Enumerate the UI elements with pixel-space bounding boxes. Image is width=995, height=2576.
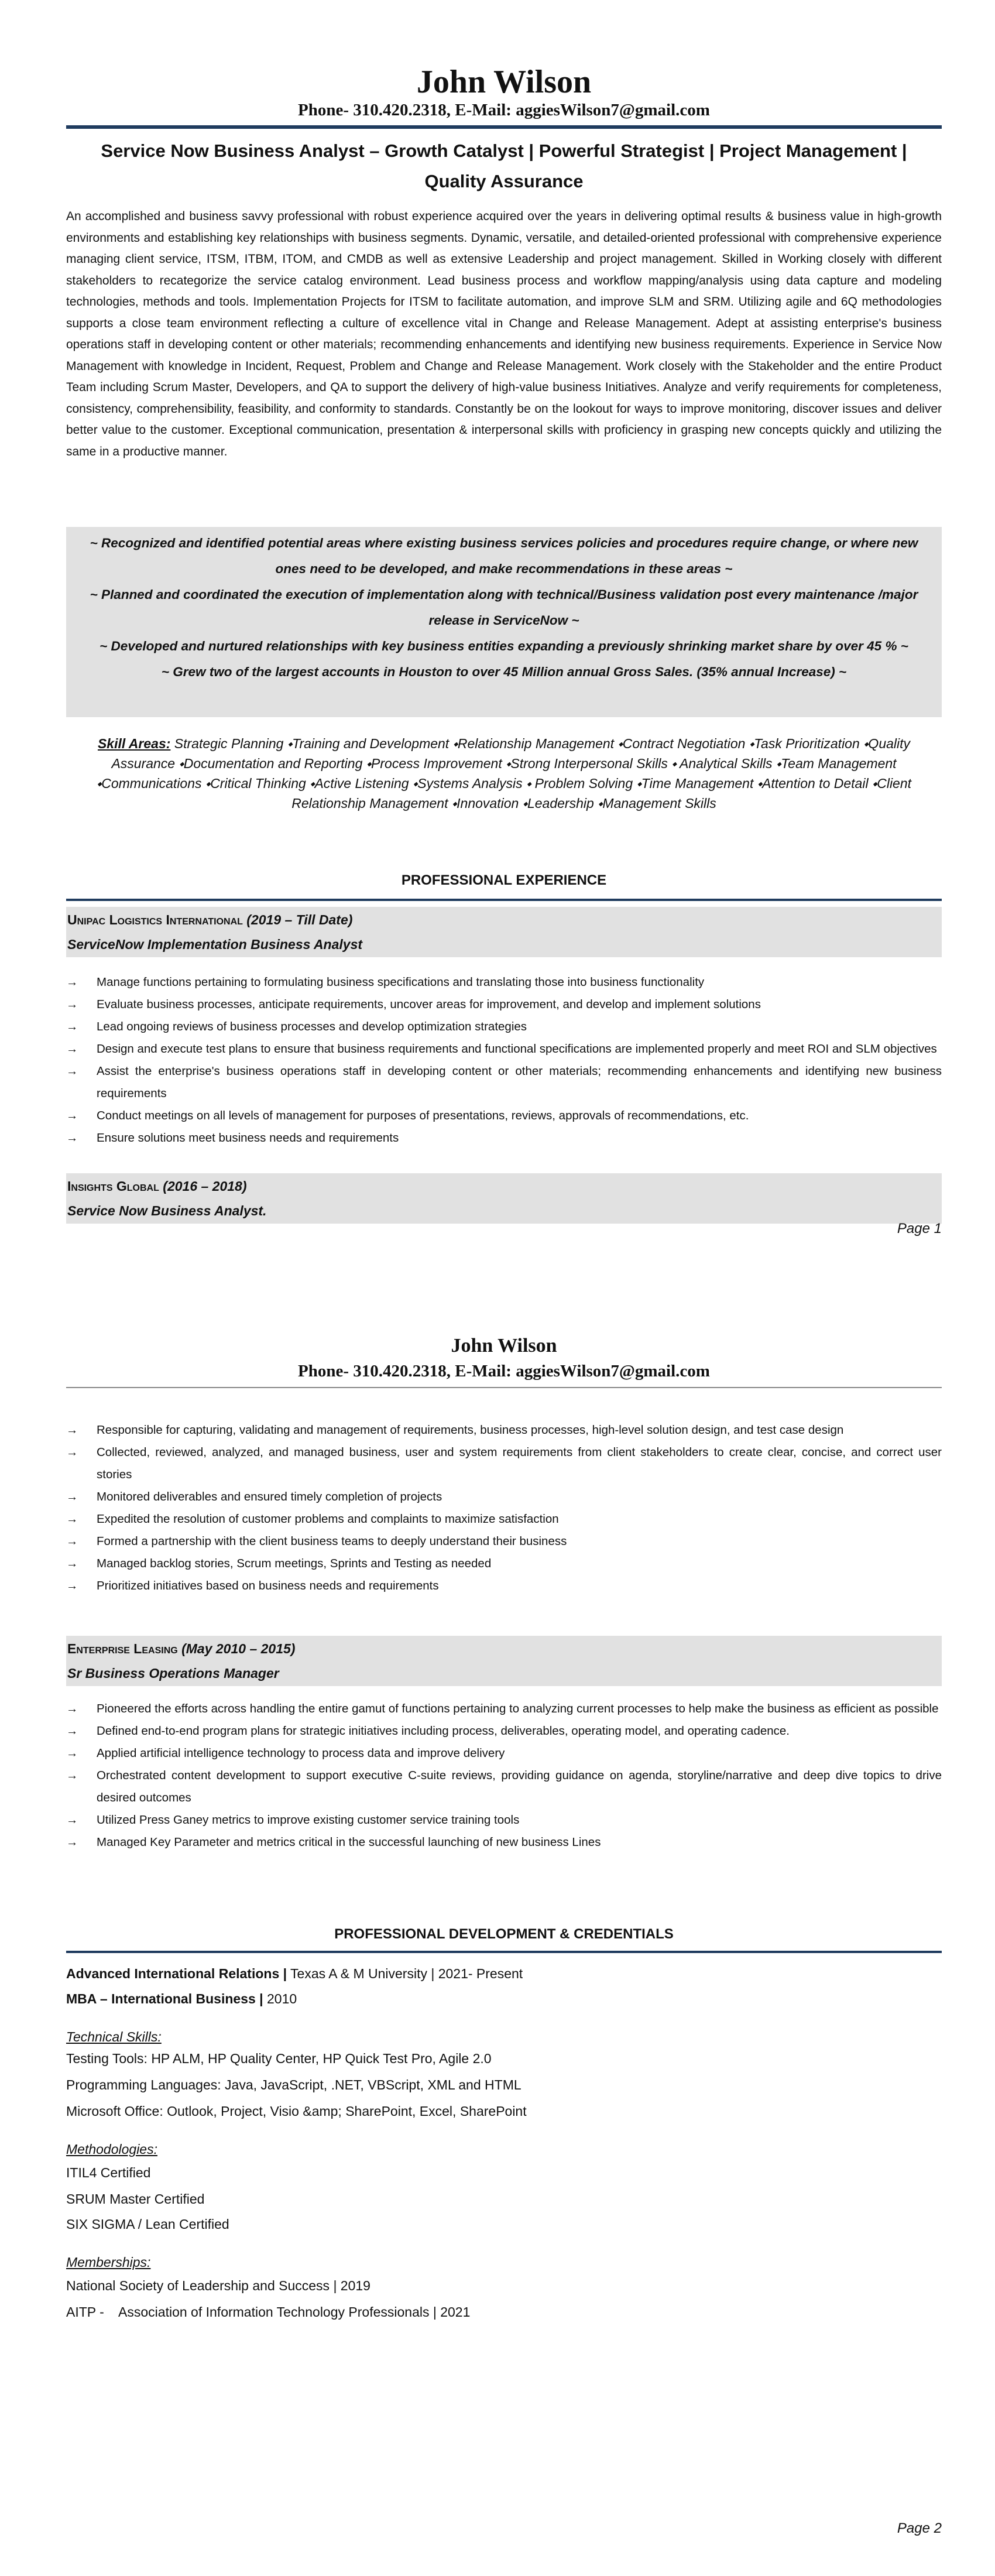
arrow-bullet-icon: → [66, 1064, 78, 1078]
bullet-item [66, 1809, 942, 1831]
achievement: ~ Planned and coordinated the execution of implementation along with technical/Business validation post every maintenance /major release in ServiceNow ~ [90, 587, 918, 628]
arrow-bullet-icon: → [66, 1557, 78, 1570]
bullet-text: Responsible for capturing, validating and management of requirements, business processes, high-level solution design, and test case design [97, 1423, 844, 1437]
degree: MBA – International Business | [66, 1991, 263, 2006]
header-divider [66, 125, 942, 129]
arrow-bullet-icon: → [66, 1131, 78, 1145]
technical-skill: Testing Tools: HP ALM, HP Quality Center, HP Quick Test Pro, Agile 2.0 [66, 2051, 492, 2066]
arrow-bullet-icon: → [66, 1813, 78, 1827]
membership: AITP - Association of Information Technology Professionals | 2021 [66, 2304, 471, 2320]
bullet-text: Conduct meetings on all levels of management for purposes of presentations, reviews, approvals of recommendations, etc. [97, 1109, 749, 1122]
achievement: ~ Recognized and identified potential areas where existing business services policies and procedures require change, or where new ones need to be developed, and make recommendations in these areas ~ [90, 536, 918, 576]
bullet-item [66, 1765, 942, 1809]
bullet-item [66, 1441, 942, 1486]
arrow-bullet-icon: → [66, 1445, 78, 1459]
achievement: ~ Developed and nurtured relationships with key business entities expanding a previously shrinking market share by over 45 % ~ [100, 639, 908, 653]
job-dates: (May 2010 – 2015) [181, 1641, 296, 1656]
bullet-text: Formed a partnership with the client business teams to deeply understand their business [97, 1534, 567, 1548]
arrow-bullet-icon: → [66, 1579, 78, 1592]
bullet-text: Monitored deliverables and ensured timely completion of projects [97, 1490, 442, 1503]
summary-paragraph: An accomplished and business savvy professional with robust experience acquired over the years in delivering optimal results & business value in high-growth environments and establishing key relationships with business segments. Dynamic, versatile, and detailed-oriented professional with comprehensive experience managing client service, ITSM, ITBM, ITOM, and CMDB as well as extensive Leadership and project management. Skilled in Working closely with different stakeholders to recategorize the service catalog environment. Lead business process and workflow mapping/analysis using data capture and modeling technologies, methods and tools. Implementation Projects for ITSM to facilitate automation, and improve SLM and SRM. Utilizing agile and 6Q methodologies supports a close team environment reflecting a culture of excellence vital in Change and Release Management. Adept at assisting enterprise's business operations staff in developing content or other materials; recommending enhancements and identifying new business requirements. Experience in Service Now Management with knowledge in Incident, Request, Problem and Change and Release Management. Work closely with the Stakeholder and the entire Product Team including Scrum Master, Developers, and QA to support the delivery of high-value business Initiatives. Analyze and verify requirements for completeness, consistency, comprehensibility, feasibility, and conformity to standards. Constantly be on the lookout for ways to improve monitoring, discover issues and deliver better value to the customer. Exceptional communication, presentation & interpersonal skills with proficiency in grasping new concepts quickly and utilizing the same in a productive manner. [66, 210, 942, 458]
bullet-item [66, 1060, 942, 1105]
bullet-text: Collected, reviewed, analyzed, and managed business, user and system requirements from client stakeholders to create clear, concise, and correct user stories [97, 1445, 942, 1481]
bullet-text: Design and execute test plans to ensure that business requirements and functional specifications are implemented properly and meet ROI and SLM objectives [97, 1042, 937, 1056]
skill-areas-label: Skill Areas: [97, 736, 171, 751]
methodology: SIX SIGMA / Lean Certified [66, 2217, 229, 2232]
arrow-bullet-icon: → [66, 1724, 78, 1738]
experience-divider [66, 899, 942, 901]
page-number: Page 1 [897, 1221, 942, 1236]
job-title: Service Now Business Analyst. [67, 1203, 267, 1218]
degree-detail: 2010 [263, 1991, 297, 2006]
education-item [66, 1986, 297, 2012]
bullet-text: Lead ongoing reviews of business processes and develop optimization strategies [97, 1020, 527, 1033]
skill-areas-list: Strategic Planning ⬩Training and Development ⬩Relationship Management ⬩Contract Negotiation ⬩Task Prioritization ⬩Quality Assurance ⬩Documentation and Reporting ⬩Process Improvement ⬩Strong Interpersonal Skills ⬩ Analytical Skills ⬩Team Management ⬩Communications ⬩Critical Thinking ⬩Active Listening ⬩Systems Analysis ⬩ Problem Solving ⬩Time Management ⬩Attention to Detail ⬩Client Relationship Management ⬩Innovation ⬩Leadership ⬩Management Skills [96, 736, 912, 811]
headline: Service Now Business Analyst – Growth Catalyst | Powerful Strategist | Project Management | Quality Assurance [101, 141, 907, 191]
arrow-bullet-icon: → [66, 1835, 78, 1849]
bullet-item [66, 1419, 942, 1441]
bullet-text: Managed Key Parameter and metrics critical in the successful launching of new business Lines [97, 1835, 601, 1849]
candidate-name-page2: John Wilson [451, 1335, 557, 1356]
job-header-enterprise [66, 1636, 942, 1686]
bullet-item [66, 971, 942, 994]
arrow-bullet-icon: → [66, 1020, 78, 1033]
bullet-text: Orchestrated content development to support executive C-suite reviews, providing guidance on agenda, storyline/narrative and deep dive topics to drive desired outcomes [97, 1769, 942, 1804]
bullet-text: Managed backlog stories, Scrum meetings, Sprints and Testing as needed [97, 1557, 492, 1570]
bullet-item [66, 1127, 942, 1149]
bullet-text: Utilized Press Ganey metrics to improve existing customer service training tools [97, 1813, 520, 1827]
education-item [66, 1961, 523, 1986]
bullet-item [66, 1038, 942, 1060]
bullet-item [66, 1508, 942, 1530]
arrow-bullet-icon: → [66, 1746, 78, 1760]
methodology: ITIL4 Certified [66, 2165, 151, 2180]
arrow-bullet-icon: → [66, 975, 78, 989]
page-number: Page 2 [897, 2520, 942, 2536]
development-divider [66, 1951, 942, 1953]
bullet-item [66, 1831, 942, 1854]
arrow-bullet-icon: → [66, 998, 78, 1011]
bullet-item [66, 1742, 942, 1765]
memberships-label: Memberships: [66, 2255, 151, 2270]
bullet-item [66, 1720, 942, 1742]
methodologies-label: Methodologies: [66, 2142, 157, 2157]
bullet-item [66, 994, 942, 1016]
methodology: SRUM Master Certified [66, 2191, 205, 2207]
arrow-bullet-icon: → [66, 1769, 78, 1782]
company-name: Unipac Logistics International [67, 912, 243, 927]
candidate-name: John Wilson [416, 64, 592, 100]
arrow-bullet-icon: → [66, 1534, 78, 1548]
arrow-bullet-icon: → [66, 1702, 78, 1715]
bullet-text: Evaluate business processes, anticipate requirements, uncover areas for improvement, and develop and implement solutions [97, 998, 761, 1011]
bullet-text: Prioritized initiatives based on business needs and requirements [97, 1579, 439, 1592]
job-header-unipac [66, 907, 942, 957]
bullet-text: Assist the enterprise's business operations staff in developing content or other materials; recommending enhancements and identifying new business requirements [97, 1064, 942, 1100]
arrow-bullet-icon: → [66, 1490, 78, 1503]
experience-heading: PROFESSIONAL EXPERIENCE [401, 872, 607, 888]
bullet-item [66, 1105, 942, 1127]
development-heading: PROFESSIONAL DEVELOPMENT & CREDENTIALS [334, 1926, 674, 1942]
achievement: ~ Grew two of the largest accounts in Houston to over 45 Million annual Gross Sales. (35% annual Increase) ~ [161, 664, 847, 679]
arrow-bullet-icon: → [66, 1423, 78, 1437]
contact-info: Phone- 310.420.2318, E-Mail: aggiesWilson7@gmail.com [298, 101, 710, 119]
job-bullets [66, 1698, 942, 1854]
bullet-item [66, 1698, 942, 1720]
job-bullets [66, 971, 942, 1149]
job-dates: (2019 – Till Date) [246, 912, 353, 927]
degree: Advanced International Relations | [66, 1966, 287, 1981]
arrow-bullet-icon: → [66, 1042, 78, 1056]
page2-header-divider [66, 1387, 942, 1388]
job-title: ServiceNow Implementation Business Analyst [67, 937, 363, 952]
technical-skill: Programming Languages: Java, JavaScript, .NET, VBScript, XML and HTML [66, 2077, 521, 2092]
bullet-item [66, 1575, 942, 1597]
arrow-bullet-icon: → [66, 1512, 78, 1526]
job-header-insights [66, 1173, 942, 1224]
bullet-text: Manage functions pertaining to formulating business specifications and translating those into business functionality [97, 975, 705, 989]
company-name: Enterprise Leasing [67, 1641, 178, 1656]
job-dates: (2016 – 2018) [163, 1179, 247, 1194]
bullet-item [66, 1486, 942, 1508]
technical-skill: Microsoft Office: Outlook, Project, Visio &amp; SharePoint, Excel, SharePoint [66, 2104, 527, 2119]
company-name: Insights Global [67, 1179, 159, 1194]
contact-info-page2: Phone- 310.420.2318, E-Mail: aggiesWilson7@gmail.com [298, 1362, 710, 1381]
arrow-bullet-icon: → [66, 1109, 78, 1122]
skill-areas [66, 734, 942, 813]
degree-detail: Texas A & M University | 2021- Present [287, 1966, 523, 1981]
bullet-item [66, 1016, 942, 1038]
job-title: Sr Business Operations Manager [67, 1666, 279, 1681]
membership: National Society of Leadership and Success | 2019 [66, 2278, 370, 2293]
bullet-text: Pioneered the efforts across handling the entire gamut of functions pertaining to analyzing current processes to help make the business as efficient as possible [97, 1702, 939, 1715]
job-bullets [66, 1419, 942, 1597]
bullet-text: Ensure solutions meet business needs and requirements [97, 1131, 399, 1145]
bullet-text: Applied artificial intelligence technology to process data and improve delivery [97, 1746, 505, 1760]
technical-skills-label: Technical Skills: [66, 2029, 162, 2044]
achievements-box [66, 527, 942, 717]
bullet-text: Expedited the resolution of customer problems and complaints to maximize satisfaction [97, 1512, 559, 1526]
bullet-item [66, 1530, 942, 1553]
bullet-item [66, 1553, 942, 1575]
bullet-text: Defined end-to-end program plans for strategic initiatives including process, deliverables, operating model, and operating cadence. [97, 1724, 790, 1738]
